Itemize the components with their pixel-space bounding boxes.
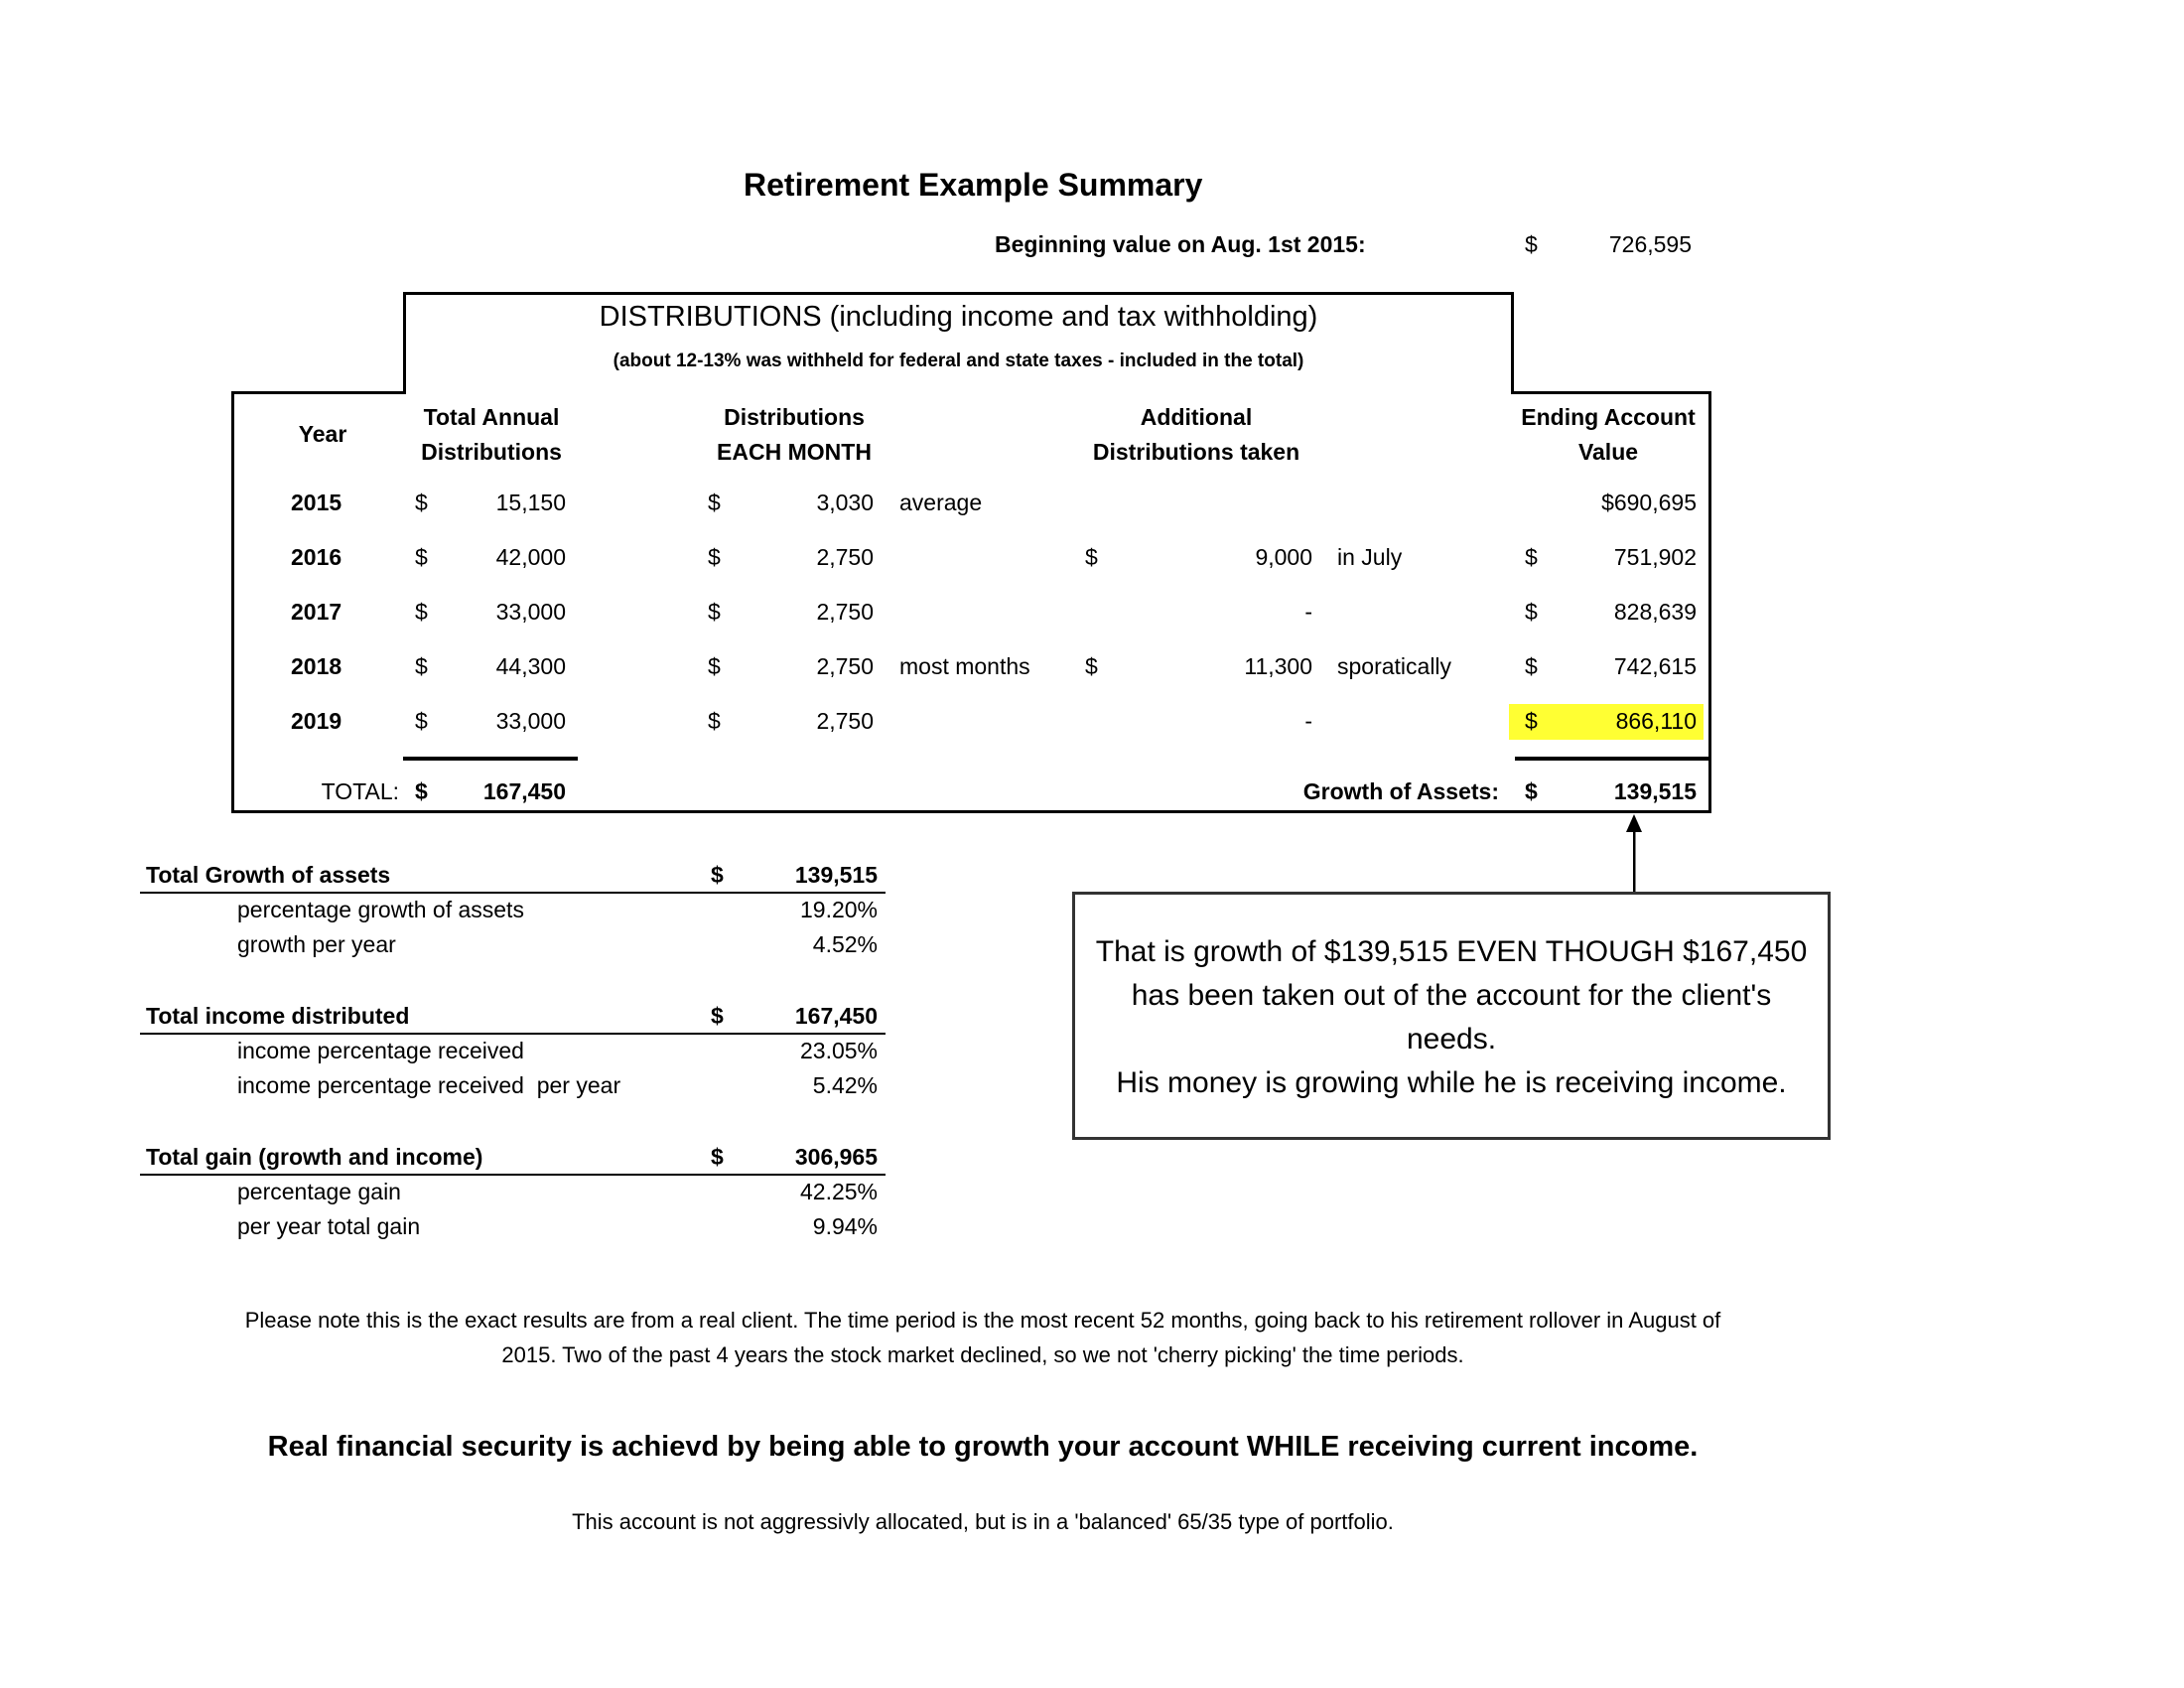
annual-distribution-cell: 33,000: [495, 599, 566, 625]
column-header-monthly-line2: EACH MONTH: [717, 439, 872, 465]
column-header-monthly-line1: Distributions: [724, 404, 865, 430]
summary-item-label: per year total gain: [237, 1213, 421, 1239]
summary-item-value: 5.42%: [812, 1072, 878, 1098]
tagline: Real financial security is achievd by being able to growth your account WHILE receiving current income.: [267, 1431, 1699, 1463]
distributions-title: DISTRIBUTIONS (including income and tax withholding): [599, 301, 1318, 333]
summary-item-label: percentage gain: [237, 1179, 401, 1204]
summary-value: 167,450: [794, 1003, 878, 1029]
annual-distribution-cell: 15,150: [495, 490, 566, 515]
summary-item-value: 4.52%: [812, 931, 878, 957]
page-title: Retirement Example Summary: [744, 167, 1203, 203]
callout-line: has been taken out of the account for the client's: [1131, 979, 1772, 1012]
column-header-additional-line1: Additional: [1140, 404, 1253, 430]
summary-value: 306,965: [794, 1144, 878, 1170]
summary-value: 139,515: [794, 862, 878, 888]
currency-cell: $: [415, 653, 428, 679]
year-cell: 2018: [291, 653, 342, 679]
callout-line: His money is growing while he is receiving income.: [1116, 1066, 1787, 1099]
summary-heading: Total income distributed: [146, 1003, 410, 1029]
summary-currency: $: [711, 1144, 724, 1170]
growth-of-assets-currency: $: [1525, 778, 1538, 804]
ending-value-cell: 828,639: [1613, 599, 1697, 625]
column-header-year: Year: [298, 421, 347, 447]
summary-currency: $: [711, 1003, 724, 1029]
currency-cell: $: [415, 544, 428, 570]
monthly-distribution-cell: 2,750: [816, 653, 874, 679]
additional-distribution-cell: 11,300: [1244, 653, 1312, 679]
column-header-ending-line1: Ending Account: [1521, 404, 1696, 430]
currency-cell: $: [1525, 544, 1538, 570]
growth-rule: [1515, 757, 1708, 761]
currency-cell: $: [708, 653, 721, 679]
ending-value-cell: 742,615: [1613, 653, 1697, 679]
year-cell: 2019: [291, 708, 342, 734]
year-cell: 2015: [291, 490, 342, 515]
summary-currency: $: [711, 862, 724, 888]
column-header-ending-line2: Value: [1577, 439, 1639, 465]
summary-item-label: income percentage received per year: [237, 1072, 621, 1098]
additional-note-cell: sporatically: [1337, 653, 1452, 679]
summary-rule: [140, 892, 886, 894]
note-line: 2015. Two of the past 4 years the stock market declined, so we not 'cherry picking' the time periods.: [501, 1342, 1464, 1367]
total-rule: [403, 757, 578, 761]
annual-distribution-cell: 44,300: [495, 653, 566, 679]
column-header-total-annual-line2: Distributions: [421, 439, 562, 465]
year-cell: 2017: [291, 599, 342, 625]
currency-cell: $: [1525, 599, 1538, 625]
summary-heading: Total gain (growth and income): [146, 1144, 483, 1170]
currency-cell: $: [1525, 708, 1538, 734]
callout-line: That is growth of $139,515 EVEN THOUGH $167,450: [1095, 935, 1808, 968]
growth-of-assets-label: Growth of Assets:: [1302, 778, 1499, 804]
currency-cell: $: [415, 708, 428, 734]
beginning-value-currency: $: [1525, 231, 1538, 257]
currency-cell: $: [708, 544, 721, 570]
currency-cell: $: [415, 490, 428, 515]
annual-distribution-cell: 42,000: [495, 544, 566, 570]
summary-item-label: percentage growth of assets: [237, 897, 524, 922]
ending-value-cell: 866,110: [1615, 708, 1697, 734]
year-cell: 2016: [291, 544, 342, 570]
ending-value-cell: $690,695: [1601, 490, 1697, 515]
additional-note-cell: in July: [1337, 544, 1403, 570]
note-line: Please note this is the exact results are from a real client. The time period is the most recent 52 months, going back to his retirement rollover in August of: [244, 1308, 1721, 1333]
summary-heading: Total Growth of assets: [146, 862, 391, 888]
currency-cell: $: [708, 599, 721, 625]
beginning-value-amount: 726,595: [1608, 231, 1692, 257]
column-header-total-annual-line1: Total Annual: [423, 404, 560, 430]
ending-value-cell: 751,902: [1613, 544, 1697, 570]
currency-cell: $: [708, 708, 721, 734]
annual-distribution-cell: 33,000: [495, 708, 566, 734]
total-value: 167,450: [482, 778, 566, 804]
currency-cell: $: [1085, 544, 1098, 570]
growth-of-assets-value: 139,515: [1613, 778, 1697, 804]
summary-item-value: 23.05%: [799, 1038, 878, 1063]
currency-cell: $: [415, 599, 428, 625]
summary-item-label: growth per year: [237, 931, 396, 957]
currency-cell: $: [1525, 653, 1538, 679]
additional-distribution-cell: -: [1304, 708, 1312, 734]
summary-item-label: income percentage received: [237, 1038, 524, 1063]
footer-note: This account is not aggressivly allocated, but is in a 'balanced' 65/35 type of portfolio.: [572, 1509, 1394, 1534]
arrow-up-icon: [1622, 814, 1646, 894]
additional-distribution-cell: -: [1304, 599, 1312, 625]
currency-cell: $: [708, 490, 721, 515]
total-currency: $: [415, 778, 428, 804]
monthly-distribution-cell: 2,750: [816, 708, 874, 734]
summary-item-value: 9.94%: [812, 1213, 878, 1239]
summary-item-value: 42.25%: [799, 1179, 878, 1204]
monthly-note-cell: most months: [899, 653, 1030, 679]
beginning-value-label: Beginning value on Aug. 1st 2015:: [995, 231, 1366, 257]
monthly-distribution-cell: 2,750: [816, 544, 874, 570]
currency-cell: $: [1085, 653, 1098, 679]
total-label: TOTAL:: [321, 778, 399, 804]
additional-distribution-cell: 9,000: [1255, 544, 1312, 570]
monthly-distribution-cell: 2,750: [816, 599, 874, 625]
monthly-note-cell: average: [899, 490, 983, 515]
summary-rule: [140, 1033, 886, 1035]
summary-rule: [140, 1174, 886, 1176]
monthly-distribution-cell: 3,030: [816, 490, 874, 515]
callout-line: needs.: [1406, 1023, 1497, 1055]
column-header-additional-line2: Distributions taken: [1092, 439, 1300, 465]
distributions-subtitle: (about 12-13% was withheld for federal and state taxes - included in the total): [613, 351, 1304, 371]
summary-item-value: 19.20%: [799, 897, 878, 922]
